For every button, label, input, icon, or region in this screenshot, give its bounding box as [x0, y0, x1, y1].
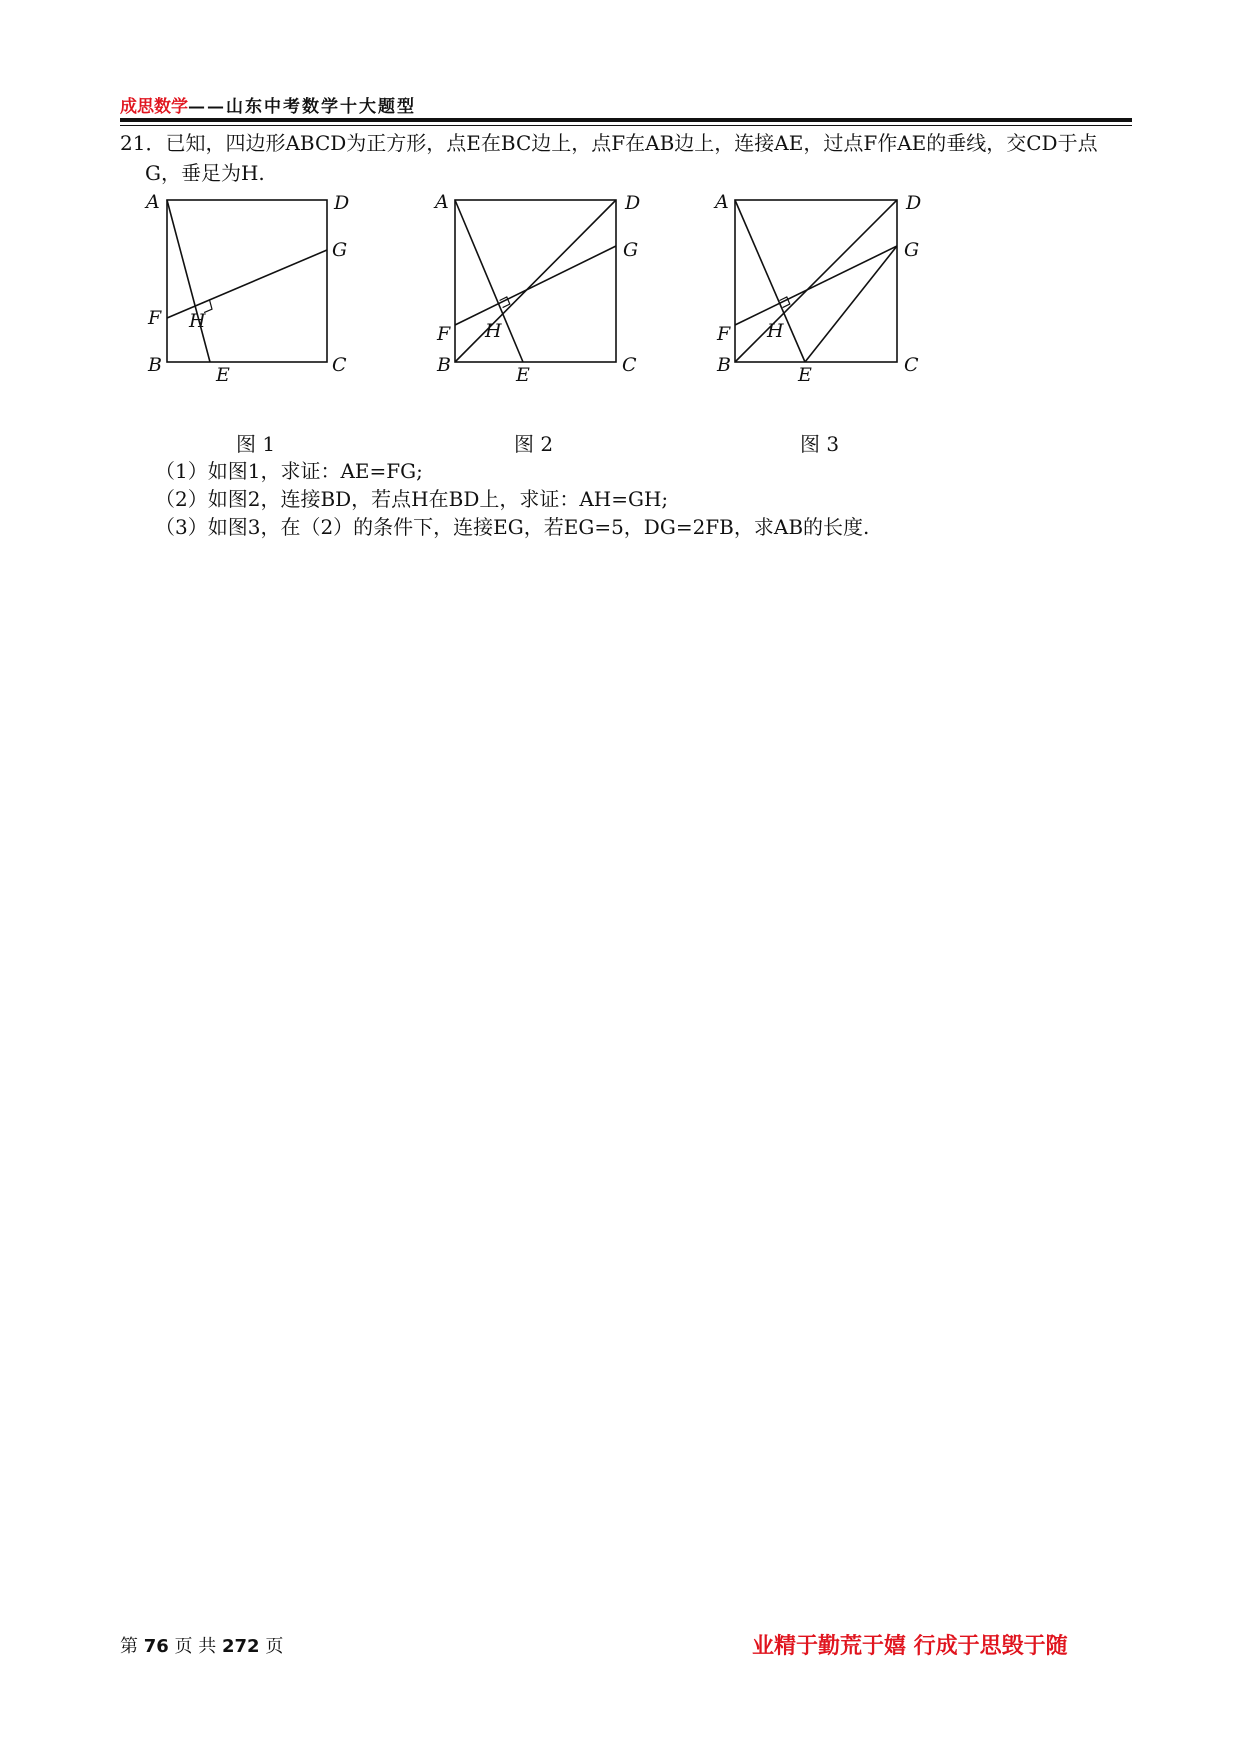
- label-B: B: [717, 354, 731, 376]
- figures-row: [120, 180, 1132, 460]
- page-prefix: 第: [120, 1636, 138, 1657]
- label-E: E: [798, 364, 812, 385]
- label-D: D: [906, 192, 922, 214]
- page-counter: [120, 1632, 283, 1658]
- figure-2: [395, 180, 655, 385]
- sub-question-2: （2）如图2，连接BD，若点H在BD上，求证：AH=GH;: [155, 487, 669, 511]
- label-H: H: [485, 320, 502, 342]
- label-F: F: [148, 307, 162, 329]
- label-G: G: [332, 239, 348, 261]
- label-C: C: [622, 354, 637, 376]
- sub-question-1: （1）如图1，求证：AE=FG;: [155, 459, 423, 483]
- label-C: C: [904, 354, 919, 376]
- header-rule-thin: [120, 125, 1132, 126]
- segment-ae: [167, 200, 210, 362]
- problem-number: 21．: [120, 131, 166, 155]
- label-E: E: [516, 364, 530, 385]
- label-A: A: [715, 191, 729, 213]
- brand-title: 成思数学: [120, 97, 188, 117]
- figure-1-caption: 图 1: [236, 432, 276, 456]
- label-B: B: [437, 354, 451, 376]
- sub-question-3: （3）如图3，在（2）的条件下，连接EG，若EG=5，DG=2FB，求AB的长度.: [155, 515, 870, 539]
- label-B: B: [148, 354, 162, 376]
- page-total: 272: [222, 1636, 260, 1657]
- label-H: H: [189, 310, 206, 332]
- segment-eg: [805, 246, 897, 362]
- problem-stem: [120, 128, 1132, 188]
- page-suffix: 页: [265, 1636, 284, 1657]
- problem-text-line1: 已知，四边形ABCD为正方形，点E在BC边上，点F在AB边上，连接AE，过点F作AE的垂线，交CD于点: [165, 131, 1098, 155]
- label-E: E: [216, 364, 230, 385]
- square-abcd: [167, 200, 327, 362]
- label-H: H: [767, 320, 784, 342]
- figure-1: [120, 180, 380, 385]
- problem-text-line2: G，垂足为H.: [145, 161, 265, 185]
- label-D: D: [334, 192, 350, 214]
- diagonal-bd: [735, 200, 897, 362]
- label-F: F: [717, 323, 731, 345]
- diagonal-bd: [455, 200, 616, 362]
- figure-3: [675, 180, 935, 385]
- segment-fg: [167, 250, 327, 318]
- figure-3-caption: 图 3: [800, 432, 840, 456]
- label-G: G: [623, 239, 639, 261]
- footer-motto: 业精于勤荒于嬉 行成于思毁于随: [752, 1634, 1068, 1659]
- figure-2-caption: 图 2: [514, 432, 554, 456]
- page-mid: 页 共: [174, 1636, 217, 1657]
- page-header: [120, 92, 1132, 117]
- label-D: D: [625, 192, 641, 214]
- label-A: A: [435, 191, 449, 213]
- label-A: A: [146, 191, 160, 213]
- header-rule-thick: [120, 118, 1132, 122]
- page-number: 76: [143, 1636, 169, 1657]
- label-C: C: [332, 354, 347, 376]
- label-G: G: [904, 239, 920, 261]
- label-F: F: [437, 323, 451, 345]
- header-subtitle: ——山东中考数学十大题型: [188, 97, 416, 117]
